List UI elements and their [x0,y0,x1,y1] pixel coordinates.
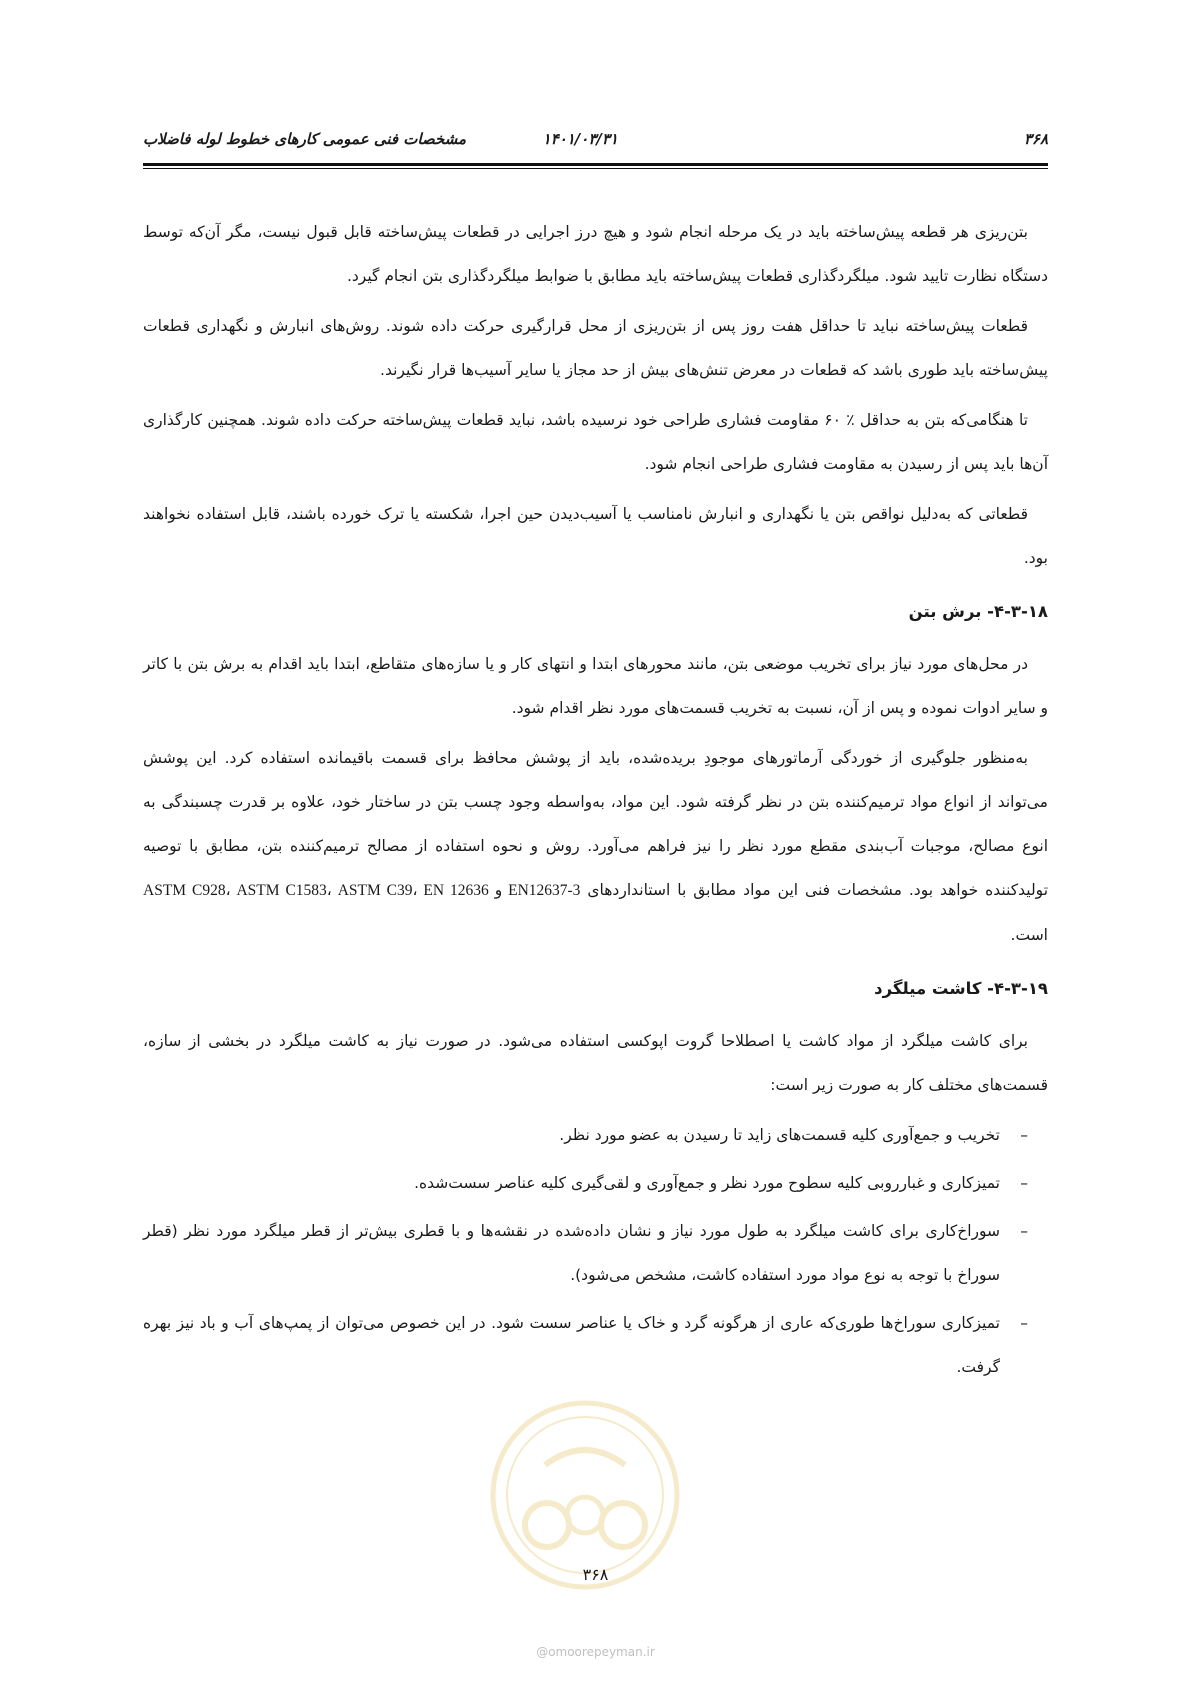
paragraph-text: به‌منظور جلوگیری از خوردگی آرماتورهای موجودِ بریده‌شده، باید از پوشش محافظ برای قسمت باقیمانده استفاده کرد. این پوشش می‌تواند از انواع مواد ترمیم‌کننده بتن در نظر گرفته شود. این مواد، به‌واسطه وجود چسب بتن در ساختار خود، علاوه بر قدرت چسبندگی به انوع مصالح، موجبات آب‌بندی مقطع مورد نظر را نیز فراهم می‌آورد. روش و نحوه استفاده از مصالح ترمیم‌کننده بتن، مطابق با توصیه تولیدکننده خواهد بود. مشخصات فنی این مواد مطابق با استانداردهای [143,749,1049,899]
page-header [143,120,1048,150]
paragraph: بتن‌ریزی هر قطعه پیش‌ساخته باید در یک مرحله انجام شود و هیچ درز اجرایی در قطعات پیش‌ساخته قابل قبول نیست، مگر آن‌که توسط دستگاه نظارت تایید شود. میلگردگذاری قطعات پیش‌ساخته باید مطابق با ضوابط میلگردگذاری بتن انجام گیرد. [143,223,1048,285]
paragraph-standards [143,736,1048,957]
footer-website: @omoorepeyman.ir [536,1645,655,1659]
header-page-number: ۳۶۸ [1023,130,1048,148]
paragraph: برای کاشت میلگرد از مواد کاشت یا اصطلاحا گروت اپوکسی استفاده می‌شود. در صورت نیاز به کاشت میلگرد در بخشی از سازه، قسمت‌های مختلف کار به صورت زیر است: [143,1032,1048,1094]
paragraph: در محل‌های مورد نیاز برای تخریب موضعی بتن، مانند محورهای ابتدا و انتهای کار و یا سازه‌های متقاطع، ابتدا باید اقدام به برش بتن با کاتر و سایر ادوات نموده و پس از آن، نسبت به تخریب قسمت‌های مورد نظر اقدام شود. [143,655,1048,717]
list-item: – تمیزکاری سوراخ‌ها طوری‌که عاری از هرگونه گرد و خاک یا عناصر سست شود. در این خصوص می‌توان از پمپ‌های آب و باد نیز بهره گرفت. [143,1301,1028,1389]
steps-list [143,1113,1048,1389]
standards-list: ASTM C928، ASTM C1583، ASTM C39، EN 12636 و EN12637-3 [143,882,581,899]
list-item: – سوراخ‌کاری برای کاشت میلگرد به طول مورد نیاز و نشان داده‌شده در نقشه‌ها و با قطری بیش‌تر از قطر میلگرد مورد نظر (قطر سوراخ با توجه به نوع مواد مورد استفاده کاشت، مشخص می‌شود). [143,1209,1028,1297]
page-body [143,210,1048,1393]
footer-page-number: ۳۶۸ [582,1565,609,1584]
paragraph: قطعاتی که به‌دلیل نواقص بتن یا نگهداری و انبارش نامناسب یا آسیب‌دیدن حین اجرا، شکسته یا ترک خورده باشند، قابل استفاده نخواهند بود. [143,505,1048,567]
list-item: – تخریب و جمع‌آوری کلیه قسمت‌های زاید تا رسیدن به عضو مورد نظر. [143,1113,1028,1157]
paragraph-text-end: است. [1010,926,1048,944]
paragraph: تا هنگامی‌که بتن به حداقل ٪ ۶۰ مقاومت فشاری طراحی خود نرسیده باشد، نباید قطعات پیش‌ساخته حرکت داده شوند. همچنین کارگذاری آن‌ها باید پس از رسیدن به مقاومت فشاری طراحی انجام شود. [143,411,1048,473]
header-rule-thick [143,163,1048,166]
list-item: – تمیزکاری و غبارروبی کلیه سطوح مورد نظر و جمع‌آوری و لقی‌گیری کلیه عناصر سست‌شده. [143,1161,1028,1205]
header-document-title: مشخصات فنی عمومی کارهای خطوط لوله فاضلاب [143,130,467,148]
section-heading-concrete-cutting: ۴-۳-۱۸- برش بتن [908,602,1048,621]
paragraph: قطعات پیش‌ساخته نباید تا حداقل هفت روز پس از بتن‌ریزی از محل قرارگیری حرکت داده شوند. روش‌های انبارش و نگهداری قطعات پیش‌ساخته باید طوری باشد که قطعات در معرض تنش‌های بیش از حد مجاز یا سایر آسیب‌ها قرار نگیرند. [143,317,1048,379]
header-rule-thin [143,168,1048,169]
section-heading-rebar-anchoring: ۴-۳-۱۹- کاشت میلگرد [874,979,1048,998]
header-date: ۱۴۰۱/۰۳/۳۱ [542,130,618,148]
